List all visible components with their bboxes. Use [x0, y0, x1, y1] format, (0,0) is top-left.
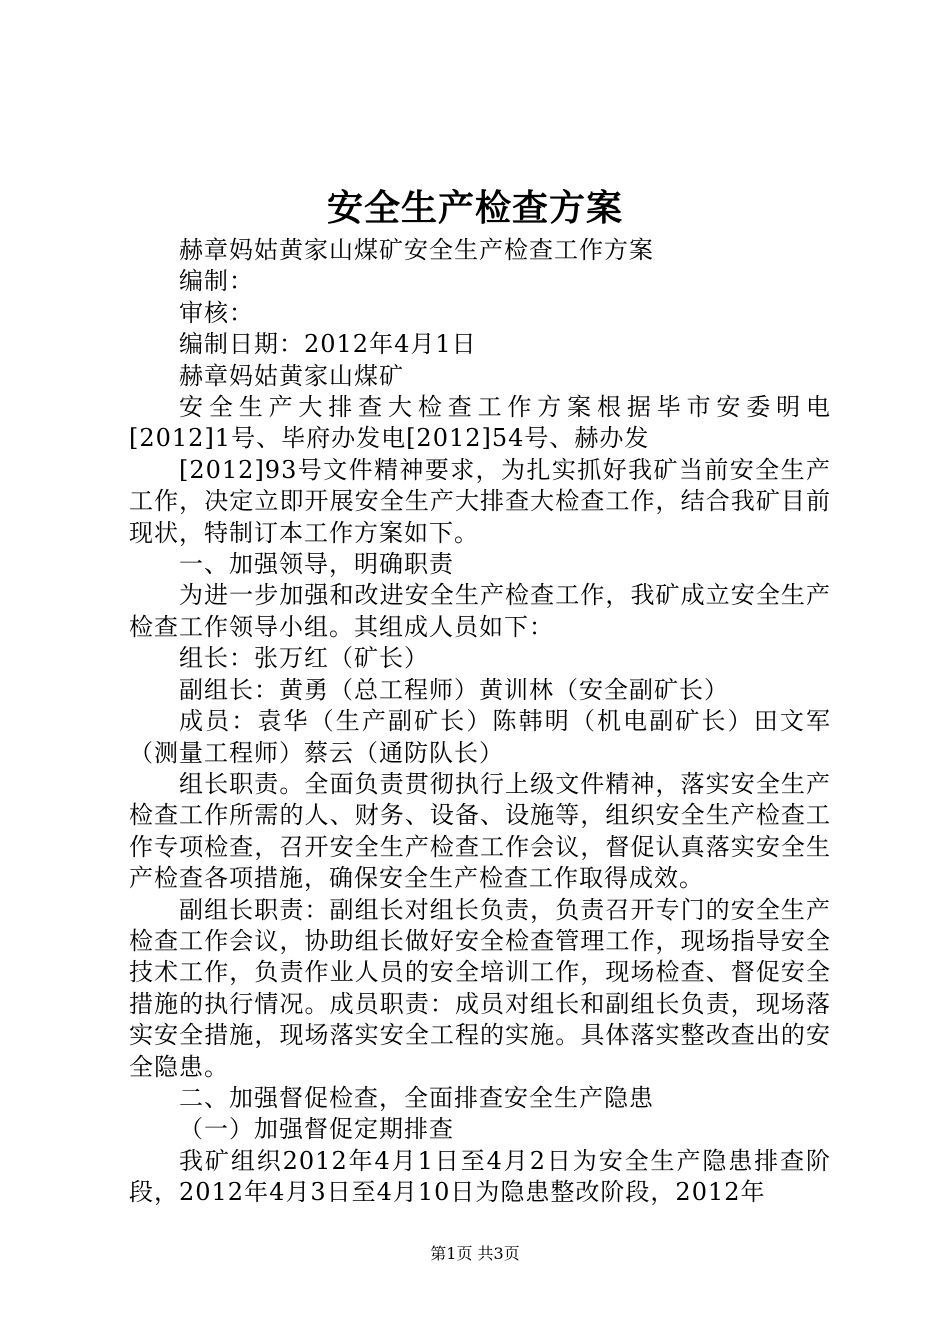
paragraph-deputy-duties: 副组长职责：副组长对组长负责，负责召开专门的安全生产检查工作会议，协助组长做好安全检查管理工作，现场指导安全技术工作，负责作业人员的安全培训工作，现场检查、督促安全措施的执行情况。成员职责：成员对组长和副组长负责，现场落实安全措施，现场落实安全工程的实施。具体落实整改查出的安全隐患。 [129, 895, 831, 1081]
paragraph-leader: 组长：张万红（矿长） [179, 644, 429, 673]
paragraph-date: 编制日期：2012年4月1日 [179, 330, 477, 359]
paragraph-schedule: 我矿组织2012年4月1日至4月2日为安全生产隐患排查阶段，2012年4月3日至4月10日为隐患整改阶段，2012年 [129, 1146, 831, 1207]
paragraph-members: 成员：袁华（生产副矿长）陈韩明（机电副矿长）田文军（测量工程师）蔡云（通防队长） [129, 707, 831, 767]
paragraph-deputy-leaders: 副组长：黄勇（总工程师）黄训林（安全副矿长） [179, 675, 729, 704]
paragraph-leadership: 为进一步加强和改进安全生产检查工作，我矿成立安全生产检查工作领导小组。其组成人员如下： [129, 581, 831, 641]
paragraph-subtitle: 赫章妈姑黄家山煤矿安全生产检查工作方案 [179, 236, 654, 264]
page-number-footer: 第1页 共3页 [430, 1244, 520, 1263]
paragraph-reviewer: 审核： [179, 298, 254, 327]
document-title: 安全生产检查方案 [326, 187, 623, 229]
section-heading-2: 二、加强督促检查，全面排查安全生产隐患 [179, 1083, 654, 1112]
paragraph-purpose: [2012]93号文件精神要求，为扎实抓好我矿当前安全生产工作，决定立即开展安全生产大排查大检查工作，结合我矿目前现状，特制订本工作方案如下。 [129, 455, 831, 547]
paragraph-mine-name: 赫章妈姑黄家山煤矿 [179, 361, 404, 390]
subsection-heading-1: （一）加强督促定期排查 [179, 1115, 454, 1144]
paragraph-basis: 安全生产大排查大检查工作方案根据毕市安委明电[2012]1号、毕府办发电[2012]54号、赫办发 [129, 393, 831, 453]
paragraph-compiler: 编制： [179, 267, 254, 296]
paragraph-leader-duties: 组长职责。全面负责贯彻执行上级文件精神，落实安全生产检查工作所需的人、财务、设备、设施等，组织安全生产检查工作专项检查，召开安全生产检查工作会议，督促认真落实安全生产检查各项措施，确保安全生产检查工作取得成效。 [129, 769, 831, 893]
section-heading-1: 一、加强领导，明确职责 [179, 550, 454, 579]
document-body [129, 235, 831, 1209]
